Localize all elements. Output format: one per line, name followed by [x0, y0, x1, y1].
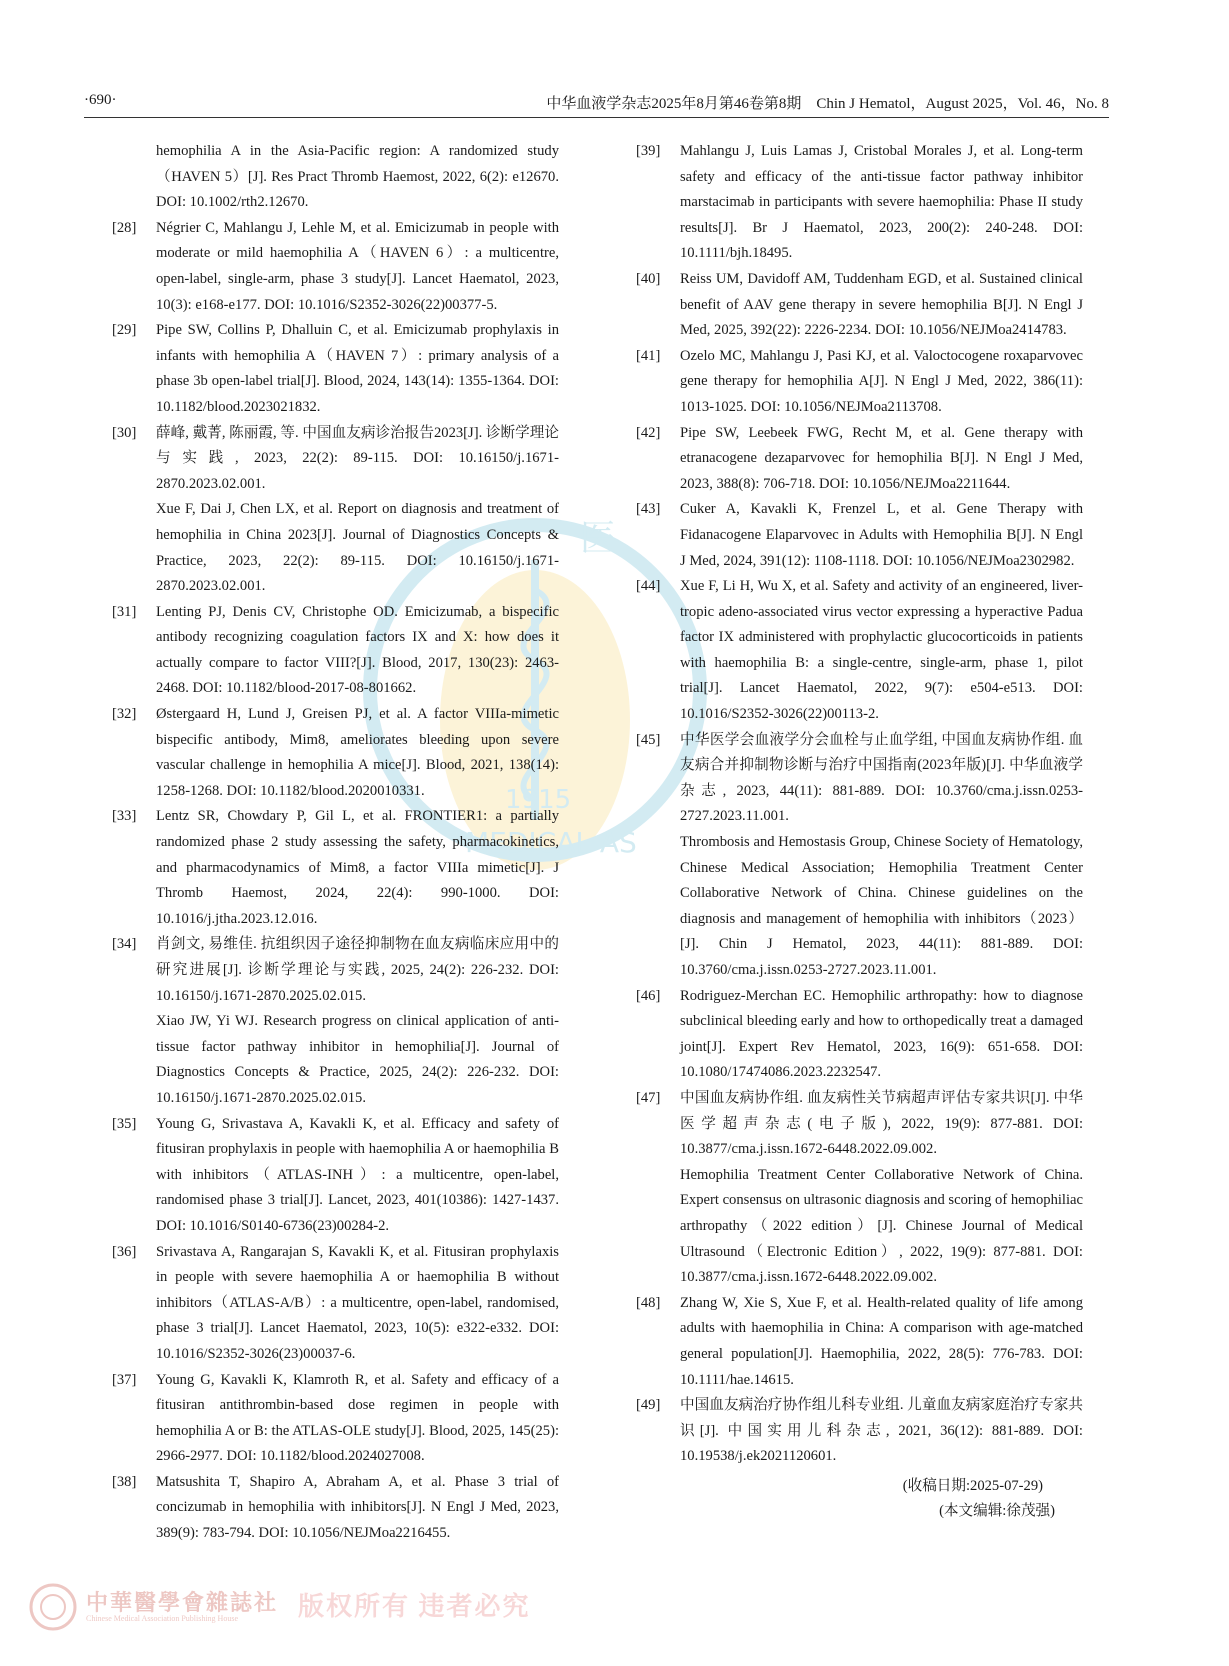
watermark-text: MEDICAL AS — [465, 826, 637, 859]
reference-list-right — [636, 139, 1083, 1470]
publisher-seal-icon — [28, 1582, 78, 1632]
reference-item — [636, 1086, 1083, 1291]
reference-text: Reiss UM, Davidoff AM, Tuddenham EGD, et al. Sustained clinical benefit of AAV gene therapy in severe hemophilia B[J]. N Engl J Med, 2025, 392(22): 2226-2234. DOI: 10.1056/NEJMoa2414783. — [680, 270, 1083, 339]
reference-item — [636, 267, 1083, 344]
reference-item — [112, 216, 559, 318]
reference-text: 中国血友病治疗协作组儿科专业组. 儿童血友病家庭治疗专家共识[J]. 中国实用儿科杂志, 2021, 36(12): 881-889. DOI: 10.19538/j.ek2021120601. — [680, 1397, 1083, 1465]
journal-line: 中华血液学杂志2025年8月第46卷第8期 Chin J Hematol，August 2025，Vol. 46，No. 8 — [546, 96, 1109, 112]
reference-number: [49] — [636, 1397, 661, 1414]
reference-number: [28] — [112, 219, 137, 236]
reference-item — [636, 497, 1083, 574]
reference-number: [34] — [112, 936, 137, 953]
reference-number: [43] — [636, 501, 661, 518]
reference-number: [36] — [112, 1243, 137, 1260]
reference-text: Mahlangu J, Luis Lamas J, Cristobal Morales J, et al. Long-term safety and efficacy of the anti-tissue factor pathway inhibitor marstacimab in participants with severe haemophilia: Phase II study results[J]. Br J Haematol, 2023, 200(2): 240-248. DOI: 10.1111/bjh.18495. — [680, 143, 1083, 262]
reference-text: Xue F, Li H, Wu X, et al. Safety and activity of an engineered, liver-tropic adeno-associated virus vector expressing a hyperactive Padua factor IX administered with prophylactic glucocorticoids in patients with haemophilia B: a single-centre, single-arm, phase 1, pilot trial[J]. Lancet Haematol, 2022, 9(7): e504-e513. DOI: 10.1016/S2352-3026(22)00113-2. — [680, 578, 1083, 723]
reference-number: [32] — [112, 706, 137, 723]
reference-number: [45] — [636, 731, 661, 748]
reference-list-left — [112, 216, 559, 1547]
reference-item — [112, 702, 559, 804]
reference-item — [636, 574, 1083, 728]
page-number: ·690· — [84, 92, 117, 108]
reference-text: Négrier C, Mahlangu J, Lehle M, et al. Emicizumab in people with moderate or mild haemophilia A（HAVEN 6）: a multicentre, open-label, single-arm, phase 3 study[J]. Lancet Haematol, 2023, 10(3): e168-e177. DOI: 10.1016/S2352-3026(22)00377-5. — [156, 219, 559, 313]
reference-number: [29] — [112, 322, 137, 339]
reference-item — [112, 318, 559, 420]
reference-text: Østergaard H, Lund J, Greisen PJ, et al. A factor VIIIa-mimetic bispecific antibody, Mim8, ameliorates bleeding upon severe vascular challenge in hemophilia A mice[J]. Blood, 2021, 138(14): 1258-1268. DOI: 10.1182/blood.2020010331. — [156, 706, 559, 799]
reference-number: [37] — [112, 1371, 137, 1388]
reference-text: Srivastava A, Rangarajan S, Kavakli K, et al. Fitusiran prophylaxis in people with severe haemophilia A or haemophilia B without inhibitors（ATLAS-A/B）: a multicentre, open-label, randomised, phase 3 trial[J]. Lancet Haematol, 2023, 10(5): e322-e332. DOI: 10.1016/S2352-3026(23)00037-6. — [156, 1243, 559, 1362]
reference-number: [42] — [636, 424, 661, 441]
reference-item — [636, 1291, 1083, 1393]
reference-translation: Xiao JW, Yi WJ. Research progress on clinical application of anti-tissue factor pathway inhibitor in hemophilia[J]. Journal of Diagnostics Concepts & Practice, 2025, 24(2): 226-232. DOI: 10.16150/j.1671-2870.2025.02.015. — [156, 1013, 559, 1106]
reference-number: [31] — [112, 603, 137, 620]
reference-number: [39] — [636, 143, 661, 159]
reference-number: [41] — [636, 347, 661, 364]
reference-item — [112, 421, 559, 600]
editor-credit: (本文编辑:徐茂强) — [939, 1503, 1055, 1520]
left-column — [112, 139, 559, 1547]
reference-item — [112, 932, 559, 1111]
reference-number: [35] — [112, 1115, 137, 1132]
watermark-year: 1915 — [505, 785, 572, 815]
reference-text: Cuker A, Kavakli K, Frenzel L, et al. Gene Therapy with Fidanacogene Elaparvovec in Adults with Hemophilia B[J]. N Engl J Med, 2024, 391(12): 1108-1118. DOI: 10.1056/NEJMoa2302982. — [680, 501, 1083, 569]
reference-item — [636, 728, 1083, 984]
reference-item — [112, 1470, 559, 1547]
reference-item — [636, 421, 1083, 498]
reference-text: hemophilia A in the Asia-Pacific region: A randomized study（HAVEN 5）[J]. Res Pract Thromb Haemost, 2022, 6(2): e12670. DOI: 10.1002/rth2.12670. — [156, 143, 559, 211]
publisher-name-en: Chinese Medical Association Publishing House — [86, 1614, 238, 1623]
reference-text: Rodriguez-Merchan EC. Hemophilic arthropathy: how to diagnose subclinical bleeding early and how to orthopedically treat a damaged joint[J]. Expert Rev Hematol, 2023, 16(9): 651-658. DOI: 10.1080/17474086.2023.2232547. — [680, 987, 1083, 1081]
reference-text: Ozelo MC, Mahlangu J, Pasi KJ, et al. Valoctocogene roxaparvovec gene therapy for hemophilia A[J]. N Engl J Med, 2022, 386(11): 1013-1025. DOI: 10.1056/NEJMoa2113708. — [680, 347, 1083, 415]
reference-item — [636, 139, 1083, 267]
reference-item — [636, 984, 1083, 1086]
watermark-char: 医 — [580, 518, 617, 559]
reference-text: Young G, Kavakli K, Klamroth R, et al. Safety and efficacy of a fitusiran antithrombin-based dose regimen in people with hemophilia A or B: the ATLAS-OLE study[J]. Blood, 2025, 145(25): 2966-2977. DOI: 10.1182/blood.2024027008. — [156, 1371, 559, 1465]
reference-text: 中华医学会血液学分会血栓与止血学组, 中国血友病协作组. 血友病合并抑制物诊断与治疗中国指南(2023年版)[J]. 中华血液学杂志, 2023, 44(11): 881-889. DOI: 10.3760/cma.j.issn.0253-2727.2023.11.001. — [680, 731, 1083, 825]
publisher-name: 中華醫學會雜誌社 — [86, 1590, 279, 1615]
reference-text: 薛峰, 戴菁, 陈丽霞, 等. 中国血友病诊治报告2023[J]. 诊断学理论与实践, 2023, 22(2): 89-115. DOI: 10.16150/j.1671-2870.2023.02.001. — [156, 424, 559, 492]
reference-text: Zhang W, Xie S, Xue F, et al. Health-related quality of life among adults with haemophilia in China: A comparison with age-matched general population[J]. Haemophilia, 2022, 28(5): 776-783. DOI: 10.1111/hae.14615. — [680, 1294, 1083, 1388]
reference-text: Lenting PJ, Denis CV, Christophe OD. Emicizumab, a bispecific antibody recognizing coagulation factors IX and X: how does it actually compare to factor VIII?[J]. Blood, 2017, 130(23): 2463-2468. DOI: 10.1182/blood-2017-08-801662. — [156, 603, 559, 697]
reference-translation: Xue F, Dai J, Chen LX, et al. Report on diagnosis and treatment of hemophilia in China 2023[J]. Journal of Diagnostics Concepts & Practice, 2023, 22(2): 89-115. DOI: 10.16150/j.1671-2870.2023.02.001. — [156, 501, 559, 595]
running-header — [84, 92, 1109, 114]
reference-number: [30] — [112, 424, 137, 441]
reference-number: [46] — [636, 987, 661, 1004]
reference-number: [47] — [636, 1089, 661, 1106]
reference-number: [44] — [636, 578, 661, 595]
reference-item — [112, 600, 559, 702]
reference-number: [40] — [636, 270, 661, 287]
reference-item — [112, 1112, 559, 1240]
reference-number: [48] — [636, 1294, 661, 1311]
reference-item — [636, 344, 1083, 421]
reference-text: 肖剑文, 易维佳. 抗组织因子途径抑制物在血友病临床应用中的研究进展[J]. 诊断学理论与实践, 2025, 24(2): 226-232. DOI: 10.16150/j.1671-2870.2025.02.015. — [156, 936, 559, 1004]
reference-text: 中国血友病协作组. 血友病性关节病超声评估专家共识[J]. 中华医学超声杂志(电子版), 2022, 19(9): 877-881. DOI: 10.3877/cma.j.issn.1672-6448.2022.09.002. — [680, 1089, 1083, 1158]
reference-item — [636, 1393, 1083, 1470]
reference-text: Matsushita T, Shapiro A, Abraham A, et al. Phase 3 trial of concizumab in hemophilia with inhibitors[J]. N Engl J Med, 2023, 389(9): 783-794. DOI: 10.1056/NEJMoa2216455. — [156, 1473, 559, 1542]
reference-number: [38] — [112, 1473, 137, 1490]
copyright-notice: 版权所有 违者必究 — [298, 1592, 531, 1621]
reference-number: [33] — [112, 808, 137, 825]
reference-text: Lentz SR, Chowdary P, Gil L, et al. FRONTIER1: a partially randomized phase 2 study assessing the safety, pharmacokinetics, and pharmacodynamics of Mim8, a factor VIIIa mimetic[J]. J Thromb Haemost, 2024, 22(4): 990-1000. DOI: 10.1016/j.jtha.2023.12.016. — [156, 808, 559, 927]
reference-item — [112, 804, 559, 932]
reference-translation: Hemophilia Treatment Center Collaborative Network of China. Expert consensus on ultrasonic diagnosis and scoring of hemophiliac arthropathy（2022 edition）[J]. Chinese Journal of Medical Ultrasound（Electronic Edition）, 2022, 19(9): 877-881. DOI: 10.3877/cma.j.issn.1672-6448.2022.09.002. — [680, 1166, 1083, 1286]
reference-continuation — [112, 139, 559, 216]
header-rule — [84, 117, 1109, 118]
right-column — [636, 139, 1083, 1525]
publisher-logo — [28, 1580, 548, 1640]
reference-text: Pipe SW, Collins P, Dhalluin C, et al. Emicizumab prophylaxis in infants with hemophilia A（HAVEN 7）: primary analysis of a phase 3b open-label trial[J]. Blood, 2024, 143(14): 1355-1364. DOI: 10.1182/blood.2023021832. — [156, 322, 559, 415]
reference-text: Young G, Srivastava A, Kavakli K, et al. Efficacy and safety of fitusiran prophylaxis in people with haemophilia A or haemophilia B with inhibitors（ATLAS-INH）: a multicentre, open-label, randomised phase 3 trial[J]. Lancet, 2023, 401(10386): 1427-1437. DOI: 10.1016/S0140-6736(23)00284-2. — [156, 1115, 559, 1234]
reference-item — [112, 1240, 559, 1368]
reference-item — [112, 1368, 559, 1470]
received-date: (收稿日期:2025-07-29) — [902, 1477, 1043, 1494]
reference-text: Pipe SW, Leebeek FWG, Recht M, et al. Gene therapy with etranacogene dezaparvovec for hemophilia B[J]. N Engl J Med, 2023, 388(8): 706-718. DOI: 10.1056/NEJMoa2211644. — [680, 424, 1083, 492]
reference-translation: Thrombosis and Hemostasis Group, Chinese Society of Hematology, Chinese Medical Association; Hemophilia Treatment Center Collaborative Network of China. Chinese guidelines on the diagnosis and management of hemophilia with inhibitors（2023）[J]. Chin J Hematol, 2023, 44(11): 881-889. DOI: 10.3760/cma.j.issn.0253-2727.2023.11.001. — [680, 834, 1083, 978]
